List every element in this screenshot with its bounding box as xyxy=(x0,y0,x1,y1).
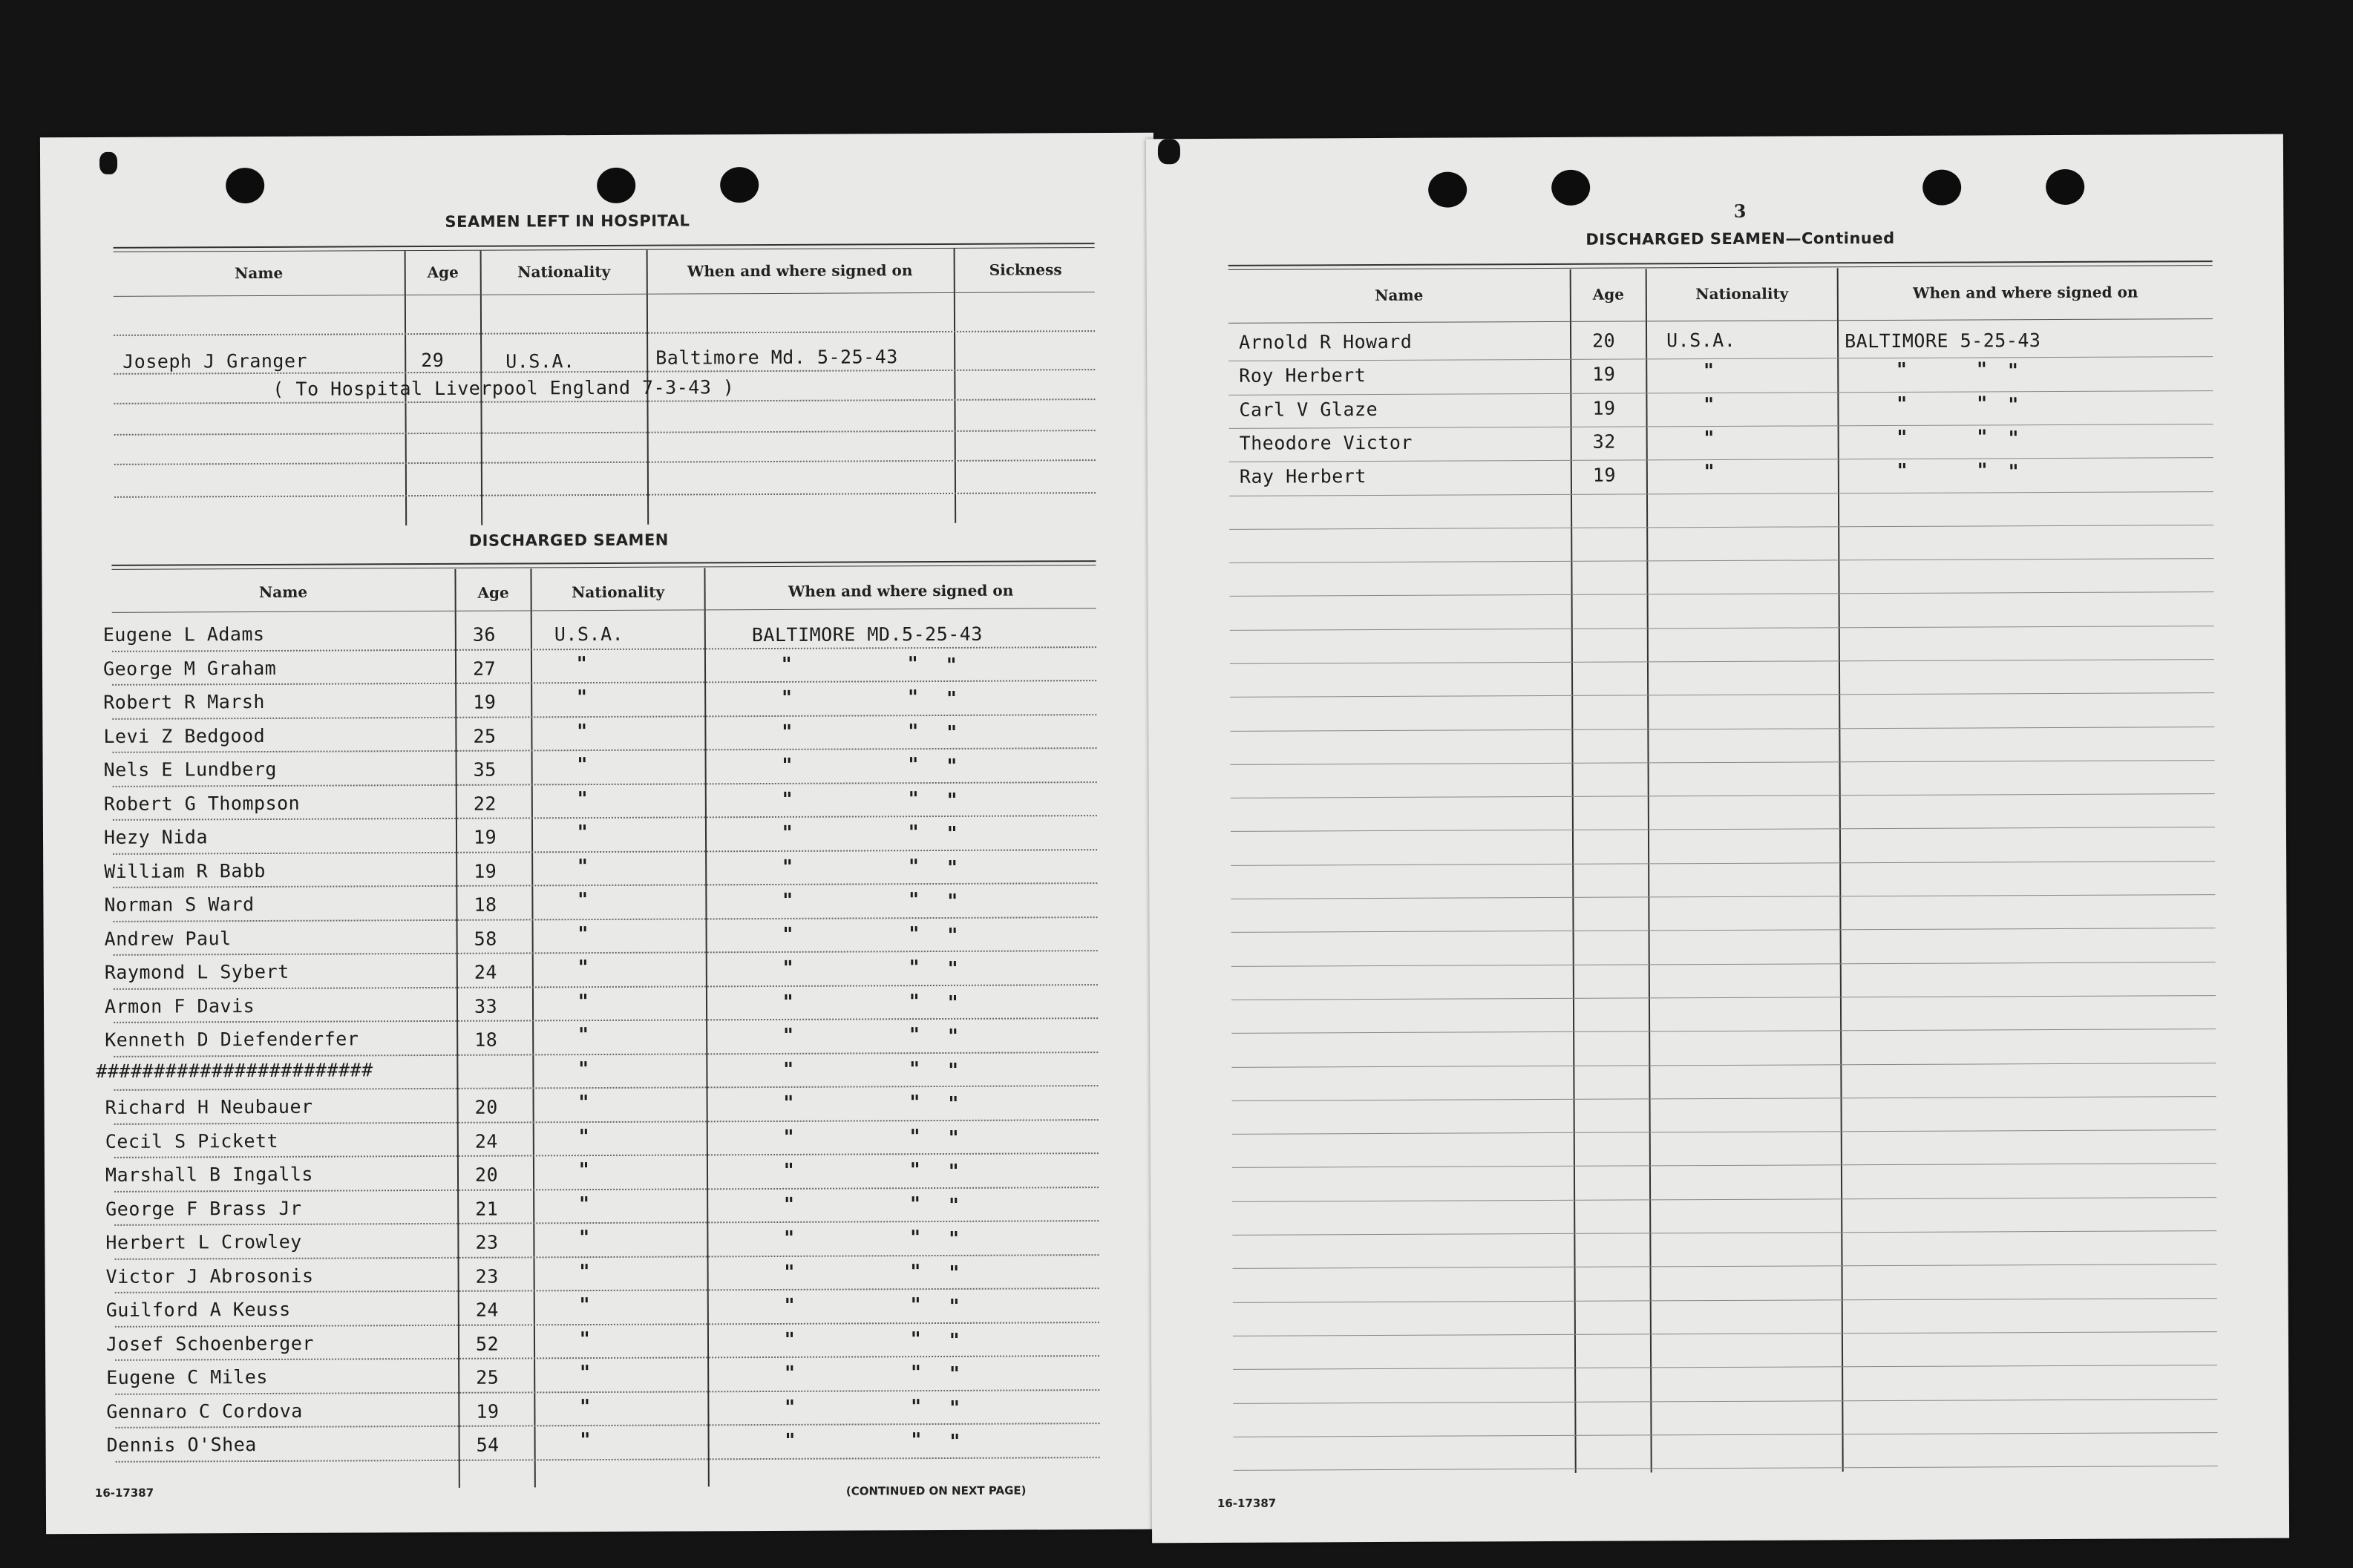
seaman-age: 25 xyxy=(473,725,497,747)
seaman-name: George M Graham xyxy=(102,657,277,680)
ditto-mark: " xyxy=(910,1261,921,1284)
seaman-nationality: U.S.A. xyxy=(554,623,624,646)
seaman-age: 19 xyxy=(1592,363,1616,385)
table-top-rule xyxy=(111,560,1096,570)
seaman-age: 19 xyxy=(476,1400,500,1423)
ditto-mark: " xyxy=(579,1227,589,1250)
row-line xyxy=(1230,659,2214,664)
col-header-signed-on: When and where signed on xyxy=(1913,283,2138,302)
ditto-mark: " xyxy=(949,1397,960,1420)
row-line xyxy=(1232,1163,2216,1168)
col-header-nationality: Nationality xyxy=(517,262,611,281)
ditto-mark: " xyxy=(1897,393,1908,416)
seaman-age: 23 xyxy=(475,1265,499,1287)
ditto-mark: " xyxy=(949,1227,960,1250)
row-line xyxy=(1231,861,2215,866)
seaman-age: 32 xyxy=(1592,430,1616,453)
seaman-age: 33 xyxy=(474,995,498,1017)
row-line xyxy=(114,1119,1099,1125)
row-line xyxy=(1230,626,2214,631)
seaman-nationality: U.S.A. xyxy=(1666,329,1736,352)
seaman-age: 24 xyxy=(474,1130,498,1152)
row-line xyxy=(1232,1230,2216,1236)
seaman-name: Nels E Lundberg xyxy=(103,758,277,781)
row-line xyxy=(114,430,1096,436)
row-line xyxy=(115,1322,1099,1328)
row-line xyxy=(1230,591,2214,597)
seaman-name: William R Babb xyxy=(104,859,266,882)
seaman-age: 52 xyxy=(475,1333,500,1355)
seaman-name: Theodore Victor xyxy=(1239,431,1413,454)
row-line xyxy=(114,1017,1098,1023)
row-line xyxy=(1230,692,2214,698)
ditto-mark: " xyxy=(782,721,793,744)
seaman-age: 19 xyxy=(473,691,497,713)
ditto-mark: " xyxy=(909,1058,920,1081)
col-header-signed-on: When and where signed on xyxy=(788,581,1014,600)
seaman-name: Richard H Neubauer xyxy=(105,1095,313,1118)
form-number: 16-17387 xyxy=(94,1486,154,1500)
ditto-mark: " xyxy=(949,1262,960,1285)
punch-hole xyxy=(226,168,264,203)
row-line xyxy=(112,680,1096,686)
ditto-mark: " xyxy=(2008,360,2018,383)
seaman-age: 23 xyxy=(475,1231,499,1253)
ditto-mark: " xyxy=(784,1193,794,1216)
seaman-name: Victor J Abrosonis xyxy=(105,1264,314,1287)
punch-hole xyxy=(1428,171,1467,207)
col-header-nationality: Nationality xyxy=(572,583,665,602)
seaman-name: Raymond L Sybert xyxy=(104,960,289,983)
seaman-age: 20 xyxy=(1592,329,1616,352)
ditto-mark: " xyxy=(579,1294,590,1317)
ditto-mark: " xyxy=(577,686,587,709)
ditto-mark: " xyxy=(578,1126,589,1149)
row-line xyxy=(1234,1466,2218,1471)
hospital-nationality: U.S.A. xyxy=(505,350,575,373)
row-line xyxy=(1228,390,2213,396)
punch-hole xyxy=(720,167,759,203)
seaman-name: Norman S Ward xyxy=(104,893,255,916)
seaman-name: George F Brass Jr xyxy=(105,1197,302,1220)
row-line xyxy=(1228,318,2213,324)
ditto-mark: " xyxy=(782,957,793,980)
row-line xyxy=(1229,424,2213,429)
row-line xyxy=(114,292,1095,297)
ditto-mark: " xyxy=(782,991,793,1014)
ditto-mark: " xyxy=(580,1396,590,1419)
col-header-name: Name xyxy=(258,583,308,601)
column-divider xyxy=(1646,269,1652,1472)
table-top-rule xyxy=(1228,260,2213,270)
ditto-mark: " xyxy=(1897,459,1908,482)
ditto-mark: " xyxy=(949,1430,960,1453)
ditto-mark: " xyxy=(783,1159,794,1182)
ditto-mark: " xyxy=(1977,426,1988,449)
row-line xyxy=(113,815,1097,821)
row-line xyxy=(1229,558,2213,563)
seaman-name: Guilford A Keuss xyxy=(105,1298,291,1321)
ditto-mark: " xyxy=(909,889,920,912)
ditto-mark: " xyxy=(911,1396,921,1419)
ditto-mark: " xyxy=(2008,427,2019,450)
ditto-mark: " xyxy=(577,721,588,744)
row-line xyxy=(115,1355,1099,1361)
row-line xyxy=(113,747,1097,753)
row-line xyxy=(114,330,1095,336)
column-divider xyxy=(454,569,459,1488)
seaman-name: Robert R Marsh xyxy=(103,690,266,713)
ditto-mark: " xyxy=(946,721,958,744)
seaman-age: 21 xyxy=(475,1198,499,1220)
ditto-mark: " xyxy=(911,1362,921,1385)
ditto-mark: " xyxy=(579,1261,590,1284)
row-line xyxy=(1232,1096,2216,1101)
punch-hole xyxy=(1551,170,1590,206)
row-line xyxy=(1233,1298,2217,1303)
row-line xyxy=(1230,726,2214,732)
row-line xyxy=(1231,1063,2216,1068)
row-line xyxy=(1231,793,2215,798)
seaman-age: 35 xyxy=(473,758,497,781)
ditto-mark: " xyxy=(1977,358,1987,381)
ditto-mark: " xyxy=(948,1126,959,1149)
seaman-name: Robert G Thompson xyxy=(103,792,301,815)
seaman-name: Arnold R Howard xyxy=(1239,330,1413,353)
struck-out-entry: ######################## xyxy=(96,1059,373,1082)
ditto-mark: " xyxy=(579,1193,589,1216)
punch-hole xyxy=(2046,169,2084,205)
row-line xyxy=(113,882,1097,888)
row-line xyxy=(114,1187,1099,1193)
row-line xyxy=(114,950,1098,956)
ditto-mark: " xyxy=(577,889,589,912)
hospital-age: 29 xyxy=(421,349,445,372)
ditto-mark: " xyxy=(947,856,958,879)
col-header-name: Name xyxy=(235,263,284,283)
ditto-mark: " xyxy=(1704,461,1715,484)
seaman-name: Roy Herbert xyxy=(1239,364,1367,387)
ditto-mark: " xyxy=(577,856,588,879)
form-number: 16-17387 xyxy=(1217,1496,1277,1510)
ditto-mark: " xyxy=(909,1159,920,1182)
row-line xyxy=(1232,1129,2216,1135)
ditto-mark: " xyxy=(908,721,919,744)
right-section-title: DISCHARGED SEAMEN—Continued xyxy=(1585,229,1895,249)
row-line xyxy=(115,1423,1099,1428)
ditto-mark: " xyxy=(949,1362,960,1385)
row-line xyxy=(1231,894,2215,899)
row-line xyxy=(113,849,1097,855)
row-line xyxy=(1233,1264,2217,1269)
row-line xyxy=(1231,995,2216,1000)
ditto-mark: " xyxy=(909,991,920,1014)
row-line xyxy=(116,1457,1100,1463)
ditto-mark: " xyxy=(785,1429,796,1452)
row-line xyxy=(1231,928,2216,933)
seaman-age: 20 xyxy=(474,1096,498,1118)
ditto-mark: " xyxy=(577,788,588,811)
col-header-age: Age xyxy=(427,263,459,282)
col-header-name: Name xyxy=(1375,286,1424,305)
row-line xyxy=(114,492,1096,498)
ditto-mark: " xyxy=(578,1024,589,1047)
ditto-mark: " xyxy=(948,1059,959,1082)
page-number: 3 xyxy=(1733,200,1747,222)
ditto-mark: " xyxy=(579,1328,590,1351)
seaman-age: 19 xyxy=(1592,397,1616,419)
seaman-name: Andrew Paul xyxy=(104,928,232,950)
column-divider xyxy=(530,568,535,1487)
row-line xyxy=(1231,827,2215,832)
seaman-name: Dennis O'Shea xyxy=(106,1434,257,1456)
seaman-name: Josef Schoenberger xyxy=(105,1332,314,1355)
ditto-mark: " xyxy=(580,1429,591,1452)
row-line xyxy=(1232,1197,2216,1202)
seaman-name: Kenneth D Diefenderfer xyxy=(105,1028,359,1051)
row-line xyxy=(112,646,1096,652)
ditto-mark: " xyxy=(577,957,589,980)
ditto-mark: " xyxy=(1977,459,1988,482)
col-header-sickness: Sickness xyxy=(989,260,1062,279)
ditto-mark: " xyxy=(577,754,588,777)
punch-hole xyxy=(99,152,117,174)
seaman-name: Carl V Glaze xyxy=(1239,398,1378,421)
hospital-note: ( To Hospital Liverpool England 7-3-43 ) xyxy=(272,376,735,400)
ditto-mark: " xyxy=(1704,394,1715,417)
seaman-name: Herbert L Crowley xyxy=(105,1230,302,1253)
ditto-mark: " xyxy=(910,1227,920,1250)
ditto-mark: " xyxy=(947,890,958,913)
row-line xyxy=(112,714,1096,720)
ditto-mark: " xyxy=(1897,426,1908,449)
seaman-age: 24 xyxy=(475,1299,499,1321)
ditto-mark: " xyxy=(578,1092,589,1115)
row-line xyxy=(115,1287,1099,1293)
column-divider xyxy=(704,568,709,1486)
row-line xyxy=(1229,457,2213,462)
ditto-mark: " xyxy=(784,1294,795,1317)
hospital-name: Joseph J Granger xyxy=(122,350,308,373)
punch-hole xyxy=(597,168,635,203)
ditto-mark: " xyxy=(947,957,958,980)
ditto-mark: " xyxy=(909,1092,920,1115)
row-line xyxy=(114,1254,1099,1260)
col-header-age: Age xyxy=(477,583,509,602)
seaman-age: 19 xyxy=(474,860,497,882)
column-divider xyxy=(954,249,957,523)
ditto-mark: " xyxy=(2008,461,2019,484)
row-line xyxy=(114,398,1095,404)
ditto-mark: " xyxy=(2008,394,2019,417)
ditto-mark: " xyxy=(909,1024,920,1047)
row-line xyxy=(1229,525,2213,530)
ditto-mark: " xyxy=(948,1092,959,1115)
row-line xyxy=(114,984,1098,990)
ditto-mark: " xyxy=(782,856,793,879)
ditto-mark: " xyxy=(908,754,919,777)
row-line xyxy=(115,1389,1099,1395)
ditto-mark: " xyxy=(946,687,957,710)
ditto-mark: " xyxy=(783,1058,794,1081)
seaman-name: Cecil S Pickett xyxy=(105,1129,279,1152)
ditto-mark: " xyxy=(783,1024,793,1047)
ditto-mark: " xyxy=(783,1092,794,1115)
ditto-mark: " xyxy=(578,1058,589,1081)
column-divider xyxy=(1570,269,1577,1473)
ditto-mark: " xyxy=(949,1295,960,1318)
ditto-mark: " xyxy=(577,991,589,1014)
ditto-mark: " xyxy=(782,923,793,946)
seaman-age: 54 xyxy=(476,1434,500,1456)
ditto-mark: " xyxy=(909,856,919,879)
seaman-name: Ray Herbert xyxy=(1239,465,1367,488)
row-line xyxy=(1231,760,2215,765)
column-divider xyxy=(1837,268,1844,1472)
row-line xyxy=(114,459,1096,465)
ditto-mark: " xyxy=(783,1126,794,1149)
ditto-mark: " xyxy=(947,924,958,947)
seaman-name: Gennaro C Cordova xyxy=(106,1400,303,1423)
punch-hole xyxy=(1158,139,1180,164)
ditto-mark: " xyxy=(785,1362,795,1385)
row-line xyxy=(114,1052,1098,1057)
seaman-age: 36 xyxy=(472,623,497,646)
seaman-age: 19 xyxy=(1592,464,1617,486)
col-header-nationality: Nationality xyxy=(1695,284,1789,304)
seaman-age: 58 xyxy=(474,928,497,950)
ditto-mark: " xyxy=(781,653,792,676)
row-line xyxy=(114,1220,1099,1226)
ditto-mark: " xyxy=(908,686,918,709)
ditto-mark: " xyxy=(576,653,587,676)
seaman-name: Hezy Nida xyxy=(103,826,209,848)
row-line xyxy=(114,1085,1098,1091)
ditto-mark: " xyxy=(909,1126,920,1149)
row-line xyxy=(1229,491,2213,496)
ditto-mark: " xyxy=(782,821,793,844)
seaman-age: 24 xyxy=(474,961,497,983)
seaman-name: Levi Z Bedgood xyxy=(103,724,266,747)
left-page xyxy=(40,133,1159,1535)
row-line xyxy=(1231,962,2216,967)
ditto-mark: " xyxy=(580,1362,590,1385)
ditto-mark: " xyxy=(577,923,589,946)
ditto-mark: " xyxy=(949,1329,960,1352)
seaman-signed-on: BALTIMORE 5-25-43 xyxy=(1845,329,2041,352)
row-line xyxy=(1234,1432,2218,1437)
hospital-signed-on: Baltimore Md. 5-25-43 xyxy=(655,346,898,369)
ditto-mark: " xyxy=(948,1025,958,1048)
ditto-mark: " xyxy=(949,1194,959,1217)
row-line xyxy=(1233,1331,2217,1336)
seaman-age: 18 xyxy=(474,1029,498,1051)
row-line xyxy=(114,1152,1099,1158)
seaman-signed-on: BALTIMORE MD.5-25-43 xyxy=(751,623,983,646)
row-line xyxy=(112,608,1096,613)
seaman-name: Eugene L Adams xyxy=(102,623,265,646)
seaman-name: Marshall B Ingalls xyxy=(105,1163,314,1186)
row-line xyxy=(1233,1365,2217,1370)
ditto-mark: " xyxy=(1704,360,1714,383)
ditto-mark: " xyxy=(909,957,920,980)
ditto-mark: " xyxy=(908,821,919,844)
row-line xyxy=(1231,1029,2216,1034)
ditto-mark: " xyxy=(910,1193,920,1216)
ditto-mark: " xyxy=(784,1261,795,1284)
ditto-mark: " xyxy=(782,754,793,777)
ditto-mark: " xyxy=(946,654,957,677)
right-page xyxy=(1146,134,2289,1544)
ditto-mark: " xyxy=(784,1227,794,1250)
ditto-mark: " xyxy=(910,1294,921,1317)
ditto-mark: " xyxy=(908,788,919,811)
ditto-mark: " xyxy=(577,821,588,844)
seaman-name: Armon F Davis xyxy=(104,995,255,1017)
ditto-mark: " xyxy=(782,889,793,912)
ditto-mark: " xyxy=(948,1160,959,1183)
seaman-age: 25 xyxy=(476,1366,500,1388)
seaman-age: 20 xyxy=(474,1164,499,1186)
ditto-mark: " xyxy=(909,923,920,946)
col-header-signed-on: When and where signed on xyxy=(687,261,913,281)
ditto-mark: " xyxy=(785,1396,795,1419)
seaman-age: 27 xyxy=(472,657,497,680)
seaman-age: 18 xyxy=(474,893,497,916)
ditto-mark: " xyxy=(782,788,793,811)
row-line xyxy=(113,781,1097,787)
ditto-mark: " xyxy=(907,653,918,676)
ditto-mark: " xyxy=(782,686,792,709)
discharged-section-title: DISCHARGED SEAMEN xyxy=(468,531,669,550)
col-header-age: Age xyxy=(1592,285,1624,304)
ditto-mark: " xyxy=(946,822,958,845)
ditto-mark: " xyxy=(910,1328,921,1351)
row-line xyxy=(114,916,1098,922)
ditto-mark: " xyxy=(784,1328,795,1351)
ditto-mark: " xyxy=(1977,393,1988,416)
row-line xyxy=(1228,356,2213,361)
row-line xyxy=(1233,1399,2217,1404)
ditto-mark: " xyxy=(578,1159,589,1182)
continued-note: (CONTINUED ON NEXT PAGE) xyxy=(845,1483,1027,1498)
ditto-mark: " xyxy=(946,789,958,812)
ditto-mark: " xyxy=(911,1429,922,1452)
table-top-rule xyxy=(114,243,1095,252)
seaman-age: 22 xyxy=(473,793,497,815)
ditto-mark: " xyxy=(946,755,958,778)
ditto-mark: " xyxy=(1897,358,1907,381)
ditto-mark: " xyxy=(1704,427,1715,450)
seaman-age: 19 xyxy=(473,826,497,848)
seaman-name: Eugene C Miles xyxy=(106,1365,268,1388)
ditto-mark: " xyxy=(947,991,958,1014)
hospital-section-title: SEAMEN LEFT IN HOSPITAL xyxy=(445,211,690,231)
